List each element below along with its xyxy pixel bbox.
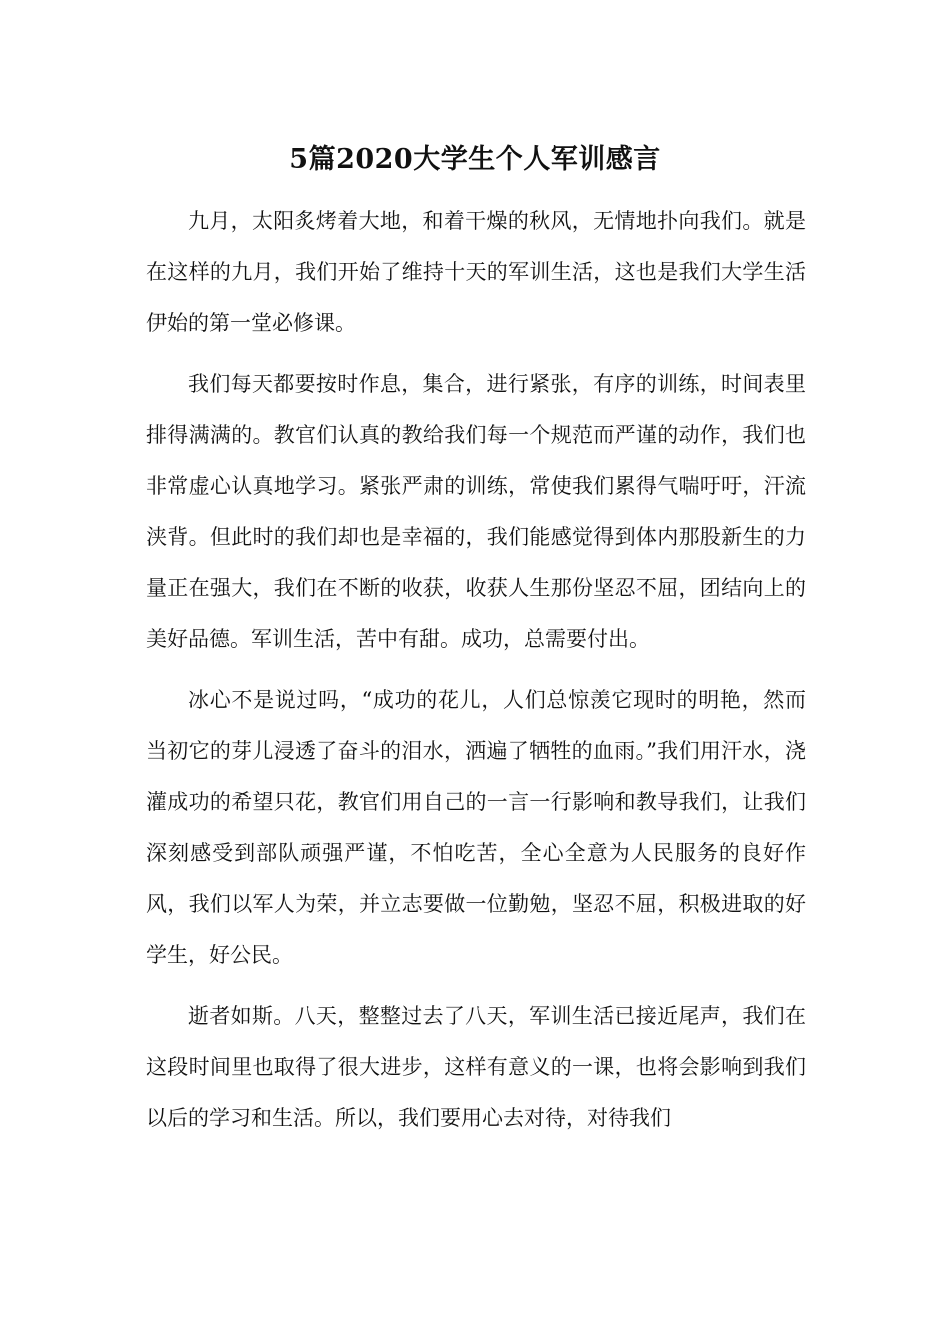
document-body (146, 196, 806, 1144)
document-title: 5篇2020大学生个人军训感言 (289, 144, 661, 175)
paragraph-3: 冰心不是说过吗，“成功的花儿，人们总惊羡它现时的明艳，然而当初它的芽儿浸透了奋斗的泪水，洒遍了牺牲的血雨。”我们用汗水，浇灌成功的希望只花，教官们用自己的一言一行影响和教导我们，让我们深刻感受到部队顽强严谨，不怕吃苦，全心全意为人民服务的良好作风，我们以军人为荣，并立志要做一位勤勉，坚忍不屈，积极进取的好学生，好公民。 (146, 688, 806, 967)
paragraph-2: 我们每天都要按时作息，集合，进行紧张，有序的训练，时间表里排得满满的。教官们认真的教给我们每一个规范而严谨的动作，我们也非常虚心认真地学习。紧张严肃的训练，常使我们累得气喘吁吁，汗流浃背。但此时的我们却也是幸福的，我们能感觉得到体内那股新生的力量正在强大，我们在不断的收获，收获人生那份坚忍不屈，团结向上的美好品德。军训生活，苦中有甜。成功，总需要付出。 (146, 372, 806, 651)
paragraph-1: 九月，太阳炙烤着大地，和着干燥的秋风，无情地扑向我们。就是在这样的九月，我们开始了维持十天的军训生活，这也是我们大学生活伊始的第一堂必修课。 (146, 209, 806, 335)
paragraph-4: 逝者如斯。八天，整整过去了八天，军训生活已接近尾声，我们在这段时间里也取得了很大进步，这样有意义的一课，也将会影响到我们以后的学习和生活。所以，我们要用心去对待，对待我们 (146, 1004, 806, 1130)
